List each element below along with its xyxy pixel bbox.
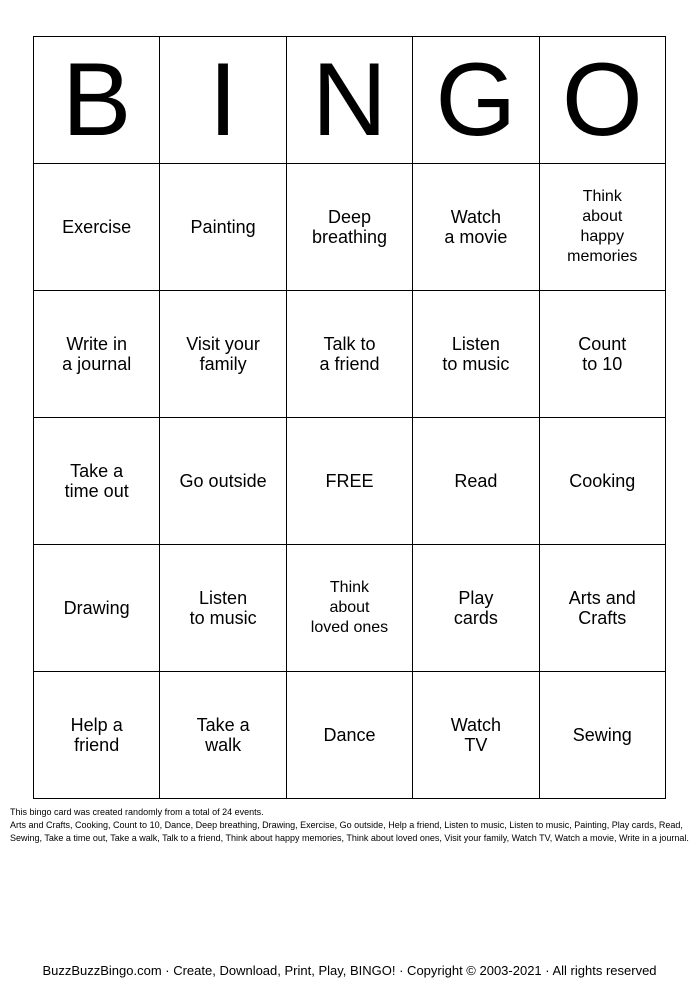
header-letter: G xyxy=(435,42,517,158)
header-letter: O xyxy=(561,42,643,158)
bingo-cell xyxy=(160,164,286,291)
cell-text: Count to 10 xyxy=(578,333,627,374)
bingo-cell xyxy=(413,418,539,545)
cell-text: Think about loved ones xyxy=(310,579,389,636)
bingo-cell xyxy=(34,672,160,799)
card-info-summary: This bingo card was created randomly from a total of 24 events. xyxy=(10,807,264,817)
cell-text: Read xyxy=(454,470,498,491)
header-cell-n xyxy=(286,37,412,164)
header-letter: I xyxy=(208,42,238,158)
cell-text: Think about happy memories xyxy=(567,188,638,265)
cell-text: Take a walk xyxy=(196,714,250,755)
header-letter: B xyxy=(62,42,132,158)
cell-text: Write in a journal xyxy=(62,333,132,374)
cell-text: Visit your family xyxy=(186,333,260,374)
bingo-cell xyxy=(539,291,665,418)
header-letter: N xyxy=(311,42,388,158)
cell-text: Arts and Crafts xyxy=(568,587,636,628)
cell-text: Painting xyxy=(190,216,256,237)
bingo-row xyxy=(34,164,666,291)
bingo-row xyxy=(34,291,666,418)
bingo-cell xyxy=(413,545,539,672)
header-cell-b xyxy=(34,37,160,164)
bingo-row xyxy=(34,545,666,672)
bingo-cell xyxy=(34,545,160,672)
bingo-cell xyxy=(160,291,286,418)
bingo-cell xyxy=(286,164,412,291)
bingo-cell xyxy=(539,164,665,291)
cell-text: Listen to music xyxy=(442,333,510,374)
bingo-cell xyxy=(160,418,286,545)
cell-text: FREE xyxy=(325,470,374,491)
bingo-card xyxy=(33,36,666,799)
cell-text: Help a friend xyxy=(70,714,123,755)
bingo-row xyxy=(34,672,666,799)
cell-text: Play cards xyxy=(453,587,498,628)
cell-text: Exercise xyxy=(62,216,132,237)
cell-text: Dance xyxy=(323,724,376,745)
cell-text: Talk to a friend xyxy=(319,333,380,374)
bingo-cell xyxy=(34,164,160,291)
cell-text: Go outside xyxy=(179,470,267,491)
bingo-cell xyxy=(286,672,412,799)
bingo-header-row xyxy=(34,37,666,164)
header-cell-o xyxy=(539,37,665,164)
bingo-cell xyxy=(34,291,160,418)
card-info xyxy=(10,806,690,845)
cell-text: Deep breathing xyxy=(311,206,387,247)
bingo-cell xyxy=(286,545,412,672)
cell-text: Listen to music xyxy=(189,587,257,628)
bingo-cell xyxy=(160,545,286,672)
free-cell xyxy=(286,418,412,545)
bingo-cell xyxy=(286,291,412,418)
bingo-cell xyxy=(413,164,539,291)
cell-text: Drawing xyxy=(63,597,130,618)
page-footer: BuzzBuzzBingo.com · Create, Download, Print, Play, BINGO! · Copyright © 2003-2021 · All rights reserved xyxy=(42,963,657,978)
bingo-cell xyxy=(413,672,539,799)
bingo-cell xyxy=(34,418,160,545)
cell-text: Watch TV xyxy=(450,714,502,755)
bingo-cell xyxy=(539,418,665,545)
bingo-cell xyxy=(539,672,665,799)
cell-text: Sewing xyxy=(572,724,632,745)
cell-text: Watch a movie xyxy=(444,206,508,247)
bingo-cell xyxy=(539,545,665,672)
bingo-cell xyxy=(160,672,286,799)
bingo-cell xyxy=(413,291,539,418)
header-cell-i xyxy=(160,37,286,164)
cell-text: Cooking xyxy=(569,470,636,491)
bingo-row xyxy=(34,418,666,545)
cell-text: Take a time out xyxy=(64,460,129,501)
header-cell-g xyxy=(413,37,539,164)
card-info-events: Arts and Crafts, Cooking, Count to 10, Dance, Deep breathing, Drawing, Exercise, Go outside, Help a friend, Listen to music, Listen to music, Painting, Play cards, Read, Sewing, Take a time out, Take a walk, Talk to a friend, Think about happy memories, Think about loved ones, Visit your family, Watch TV, Watch a movie, Write in a journal. xyxy=(10,820,689,843)
